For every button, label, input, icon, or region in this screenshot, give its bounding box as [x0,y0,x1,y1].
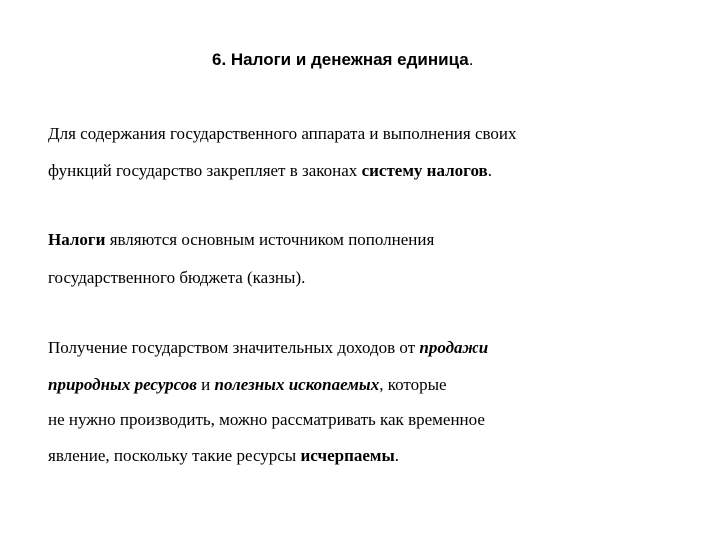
paragraph-3-line-4 [48,446,399,466]
p3-line4-end: . [394,446,400,465]
sale-term: продажи [419,338,489,357]
slide-title [212,50,692,70]
paragraph-3-line-1 [48,338,488,358]
paragraph-1-line-1 [48,124,517,144]
title-period: . [468,50,474,69]
natural-resources-term: природных ресурсов [48,375,197,394]
paragraph-3-line-3 [48,410,485,430]
title-text: 6. Налоги и денежная единица [212,50,469,69]
system-of-taxes-term: систему налогов [361,161,488,180]
p2-line1-text: являются основным источником пополнения [105,230,435,249]
paragraph-2-line-1 [48,230,434,250]
p3-line4-text: явление, поскольку такие ресурсы [48,446,301,465]
paragraph-2-line-2 [48,268,305,288]
p3-line1-text: Получение государством значительных доходов от [48,338,420,357]
p1-line2-end: . [487,161,492,180]
paragraph-3-line-2 [48,375,447,395]
p1-line1-text: Для содержания государственного аппарата и выполнения своих [48,124,517,143]
p3-line2-and: и [196,375,215,394]
paragraph-1-line-2 [48,161,492,181]
p3-line2-end: , которые [379,375,447,394]
taxes-term: Налоги [48,230,106,249]
p3-line3-text: не нужно производить, можно рассматривать как временное [48,410,485,429]
exhaustible-term: исчерпаемы [300,446,395,465]
minerals-term: полезных ископаемых [214,375,380,394]
p2-line2-text: государственного бюджета (казны). [48,268,306,287]
p1-line2-text: функций государство закрепляет в законах [48,161,362,180]
